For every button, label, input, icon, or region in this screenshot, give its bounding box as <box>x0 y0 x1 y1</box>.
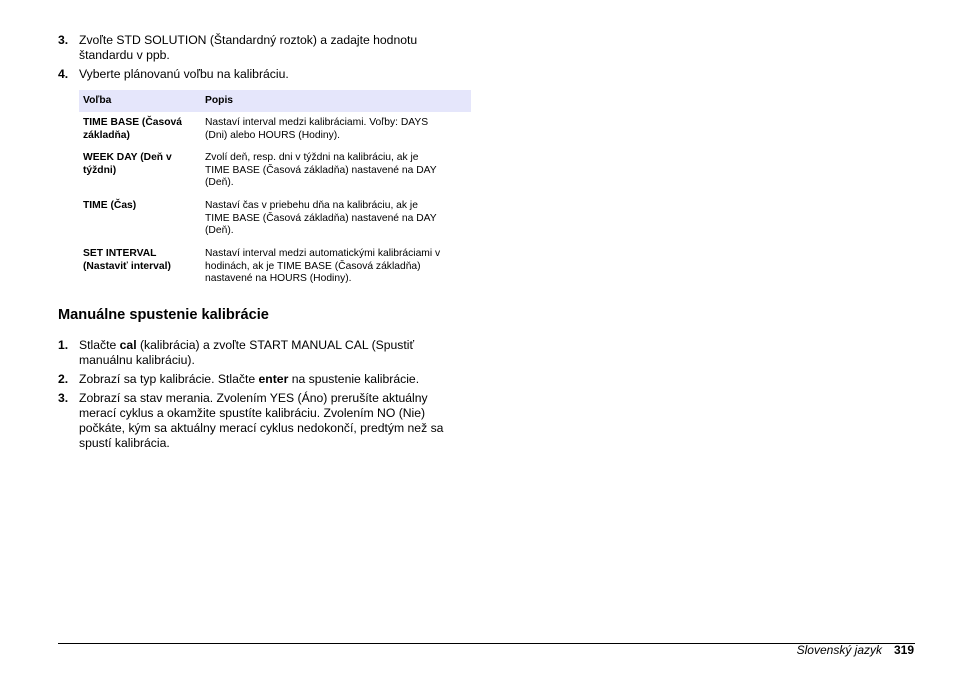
option-line: týždni) <box>83 164 117 176</box>
table-cell-option <box>83 248 201 273</box>
step-text-segment: Stlačte <box>79 338 120 352</box>
step-text <box>79 372 419 387</box>
step-2-press-enter <box>58 372 478 387</box>
step-text-line: Zvoľte STD SOLUTION (Štandardný roztok) a zadajte hodnotu <box>79 33 418 47</box>
table-cell-option <box>83 200 201 213</box>
table-header-option: Voľba <box>83 95 112 106</box>
description-line: Nastaví interval medzi automatickými kalibráciami v <box>205 248 441 259</box>
table-header-description: Popis <box>205 95 234 106</box>
step-number: 4. <box>58 67 69 81</box>
options-table <box>79 90 471 290</box>
table-cell-description <box>205 117 467 142</box>
step-text-line: manuálnu kalibráciu). <box>79 353 195 367</box>
step-text <box>79 33 417 63</box>
step-text-segment: Zobrazí sa typ kalibrácie. Stlačte <box>79 372 259 386</box>
option-line: TIME BASE (Časová <box>83 117 182 128</box>
step-number: 3. <box>58 33 69 47</box>
key-name: cal <box>119 338 137 352</box>
table-row <box>79 117 471 145</box>
description-line: hodinách, ak je TIME BASE (Časová základňa) <box>205 260 421 272</box>
table-row <box>79 200 471 240</box>
step-number: 2. <box>58 372 69 386</box>
step-text-segment: (kalibrácia) a zvoľte START MANUAL CAL (Spustiť <box>136 338 415 352</box>
option-line: SET INTERVAL <box>83 248 157 259</box>
option-line: základňa) <box>83 129 130 141</box>
step-text-line: merací cyklus a okamžite spustíte kalibráciu. Zvolením NO (Nie) <box>79 406 426 420</box>
description-line: TIME BASE (Časová základňa) nastavené na DAY <box>205 164 437 176</box>
step-text-line: štandardu v ppb. <box>79 48 170 62</box>
description-line: Nastaví interval medzi kalibráciami. Voľby: DAYS <box>205 117 429 128</box>
step-1-press-cal <box>58 338 478 368</box>
step-4-select-schedule <box>58 67 478 82</box>
description-line: TIME BASE (Časová základňa) nastavené na DAY <box>205 212 437 224</box>
description-line: Nastaví čas v priebehu dňa na kalibráciu, ak je <box>205 200 418 211</box>
option-line: TIME (Čas) <box>83 200 137 211</box>
description-line: (Dni) alebo HOURS (Hodiny). <box>205 129 341 141</box>
table-row <box>79 152 471 192</box>
page-number: 319 <box>894 643 915 657</box>
table-header-row <box>79 90 471 112</box>
step-text <box>79 391 443 451</box>
description-line: nastavené na HOURS (Hodiny). <box>205 273 352 284</box>
step-text-line <box>79 338 414 353</box>
step-text-line: spustí kalibrácia. <box>79 436 170 450</box>
description-line: (Deň). <box>205 177 234 188</box>
step-text-line: počkáte, kým sa aktuálny merací cyklus nedokončí, predtým než sa <box>79 421 444 435</box>
table-cell-description <box>205 248 467 286</box>
step-text-line: Zobrazí sa stav merania. Zvolením YES (Áno) prerušíte aktuálny <box>79 391 428 405</box>
footer-divider <box>58 643 915 644</box>
footer-language: Slovenský jazyk <box>796 643 882 657</box>
section-heading: Manuálne spustenie kalibrácie <box>58 307 269 323</box>
key-name: enter <box>258 372 289 386</box>
step-number: 3. <box>58 391 69 405</box>
step-text: Vyberte plánovanú voľbu na kalibráciu. <box>79 67 289 81</box>
option-line: WEEK DAY (Deň v <box>83 152 172 163</box>
table-cell-description <box>205 152 467 190</box>
table-cell-description <box>205 200 467 238</box>
step-text <box>79 338 414 368</box>
table-cell-option <box>83 117 201 142</box>
description-line: (Deň). <box>205 225 234 236</box>
step-number: 1. <box>58 338 69 352</box>
option-line: (Nastaviť interval) <box>83 260 171 272</box>
step-3-select-std-solution <box>58 33 478 63</box>
table-cell-option <box>83 152 201 177</box>
description-line: Zvolí deň, resp. dni v týždni na kalibráciu, ak je <box>205 152 419 163</box>
step-text-segment: na spustenie kalibrácie. <box>288 372 420 386</box>
table-row <box>79 248 471 288</box>
step-3-measurement-status <box>58 391 478 451</box>
